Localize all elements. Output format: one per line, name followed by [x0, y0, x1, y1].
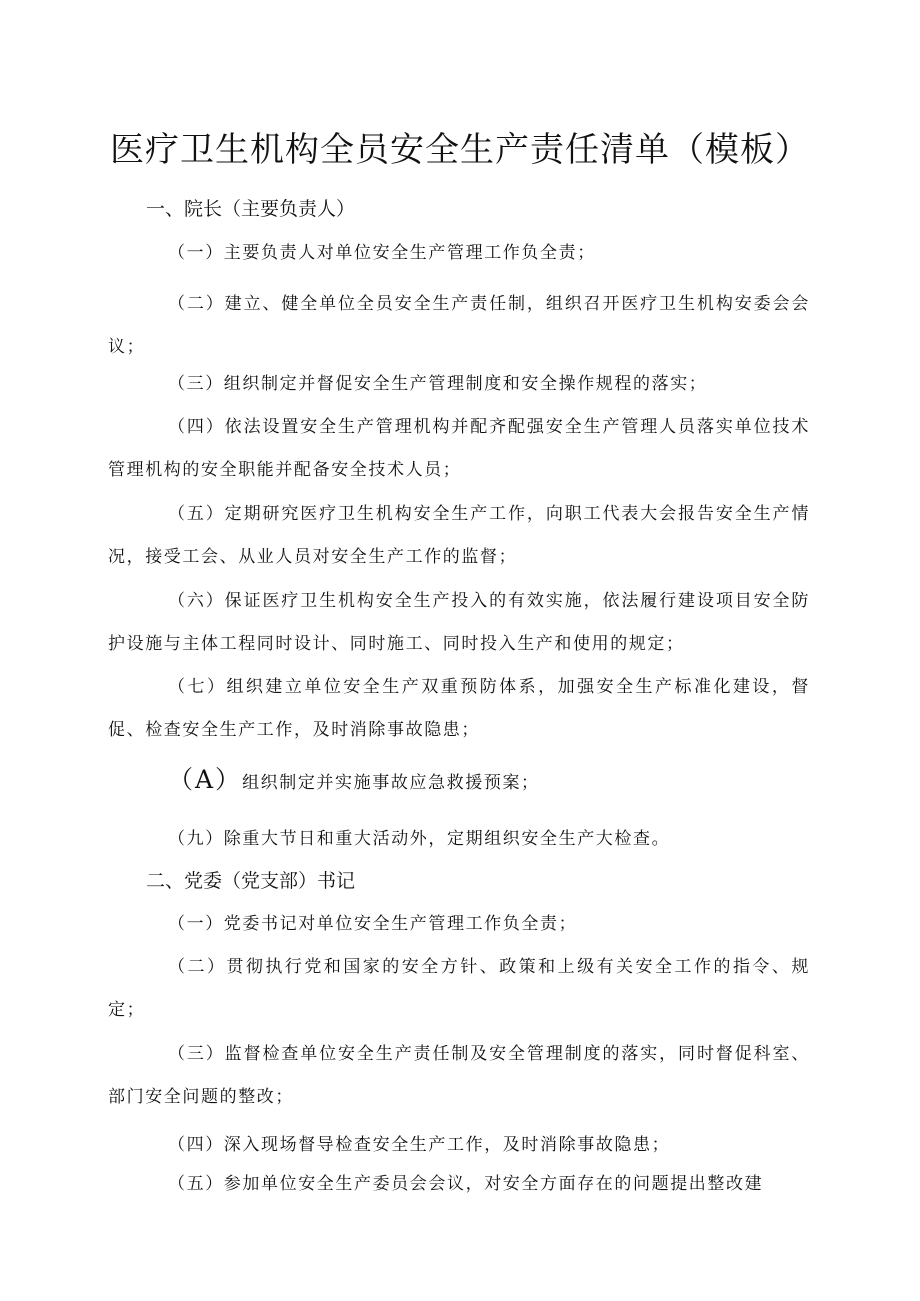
secretary-item-2: （二）贯彻执行党和国家的安全方针、政策和上级有关安全工作的指令、规定； — [108, 957, 810, 1020]
document-title: 医疗卫生机构全员安全生产责任清单（模板） — [110, 130, 810, 170]
item-text: 组织制定并实施事故应急救援预案； — [242, 773, 540, 793]
secretary-item-3: （三）监督检查单位安全生产责任制及安全管理制度的落实，同时督促科室、部门安全问题的整改； — [108, 1044, 810, 1107]
secretary-item-4: （四）深入现场督导检查安全生产工作，及时消除事故隐患； — [168, 1135, 671, 1155]
secretary-item-1: （一）党委书记对单位安全生产管理工作负全责； — [168, 914, 578, 934]
section-heading-party-secretary: 二、党委（党支部）书记 — [146, 870, 356, 892]
secretary-item-5: （五）参加单位安全生产委员会会议，对安全方面存在的问题提出整改建 — [168, 1174, 764, 1194]
principal-item-3: （三）组织制定并督促安全生产管理制度和安全操作规程的落实； — [168, 374, 708, 394]
principal-item-9: （九）除重大节日和重大活动外，定期组织安全生产大检查。 — [168, 829, 671, 849]
section-heading-principal: 一、院长（主要负责人） — [146, 198, 356, 220]
principal-item-5: （五）定期研究医疗卫生机构安全生产工作，向职工代表大会报告安全生产情况，接受工会、从业人员对安全生产工作的监督； — [108, 504, 810, 567]
principal-item-1: （一）主要负责人对单位安全生产管理工作负全责； — [168, 243, 596, 263]
principal-item-8 — [108, 758, 810, 805]
principal-item-2: （二）建立、健全单位全员安全生产责任制，组织召开医疗卫生机构安委会会议； — [108, 294, 810, 357]
item-number-mark: （A） — [168, 765, 243, 794]
principal-item-6: （六）保证医疗卫生机构安全生产投入的有效实施，依法履行建设项目安全防护设施与主体工程同时设计、同时施工、同时投入生产和使用的规定； — [108, 591, 810, 654]
principal-item-4: （四）依法设置安全生产管理机构并配齐配强安全生产管理人员落实单位技术管理机构的安全职能并配备安全技术人员； — [108, 417, 810, 480]
principal-item-7: （七）组织建立单位安全生产双重预防体系，加强安全生产标准化建设，督促、检查安全生产工作，及时消除事故隐患； — [108, 677, 810, 740]
